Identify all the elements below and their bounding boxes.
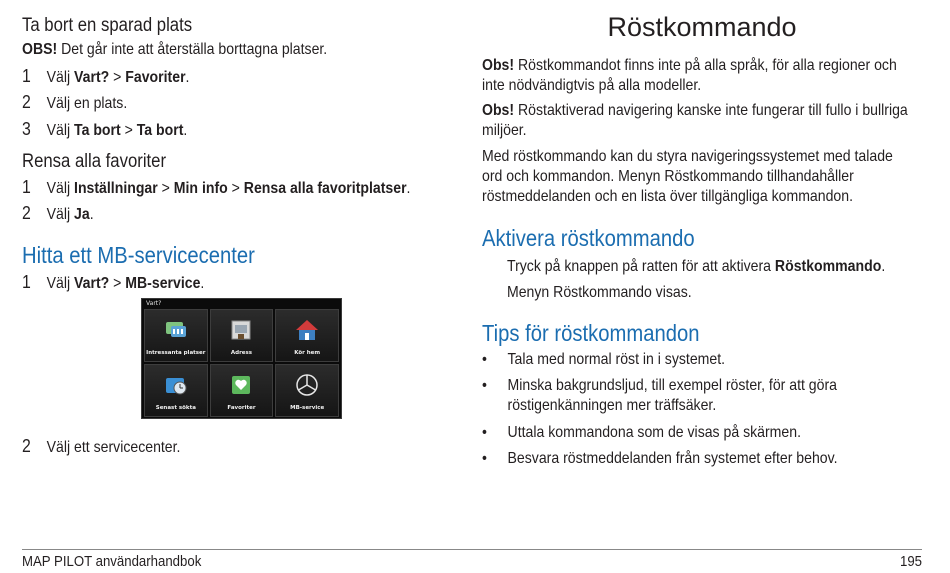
step-item — [22, 66, 189, 88]
note-label: Obs! — [482, 57, 515, 74]
intro-paragraph — [482, 147, 893, 207]
note-label: OBS! — [22, 41, 58, 58]
step-text: Välj — [46, 69, 75, 86]
step-separator: > — [120, 122, 137, 139]
step-separator: > — [109, 275, 126, 292]
tile-favorites — [210, 364, 274, 417]
home-icon — [294, 318, 320, 342]
menu-term: Ta bort — [136, 122, 184, 139]
note-label: Obs! — [482, 102, 515, 119]
tile-label: Senast sökta — [155, 405, 196, 411]
step-text: Välj — [46, 275, 75, 292]
footer-divider — [22, 549, 922, 550]
menu-term: Ja — [74, 206, 90, 223]
page-number: 195 — [899, 553, 922, 570]
bullet-text: Besvara röstmeddelanden från systemet efter behov. — [507, 450, 838, 467]
menu-term: MB-service — [125, 275, 201, 292]
paragraph-line: ord och kommandon. Menyn Röstkommando tillhandahåller — [482, 168, 854, 185]
tile-label: Kör hem — [294, 350, 321, 356]
page-title: Röstkommando — [607, 12, 797, 42]
bullet-item — [482, 449, 838, 469]
note-noise — [482, 101, 908, 141]
bullet-item — [482, 376, 837, 416]
step-text: . — [183, 122, 188, 139]
step-separator: > — [109, 69, 126, 86]
menu-term: Inställningar — [74, 180, 158, 197]
step-text: . — [89, 206, 94, 223]
step-item — [22, 119, 187, 141]
menu-term: Vart? — [74, 69, 110, 86]
bullet-marker: • — [482, 351, 487, 368]
step-text: Välj en plats. — [46, 95, 128, 112]
poi-icon — [163, 318, 189, 342]
screenshot-title: Vart? — [146, 300, 162, 307]
bullet-marker: • — [482, 450, 487, 467]
menu-term: Rensa alla favoritplatser — [243, 180, 407, 197]
tile-label: Favoriter — [227, 405, 256, 411]
bullet-item — [482, 350, 725, 370]
note-text: Röstaktiverad navigering kanske inte fungerar till fullo i bullriga — [514, 102, 908, 119]
step-number: 2 — [22, 436, 31, 456]
step-text: Välj — [46, 180, 75, 197]
step-number: 1 — [22, 177, 31, 197]
section-heading-voice-tips: Tips för röstkommandon — [482, 320, 700, 346]
menu-term: Vart? — [74, 275, 110, 292]
step-number: 1 — [22, 272, 31, 292]
menu-term: Ta bort — [74, 122, 121, 139]
footer-manual-title: MAP PILOT användarhandbok — [22, 553, 202, 570]
step-number: 3 — [22, 119, 31, 139]
step-item — [22, 436, 180, 458]
bullet-item — [482, 423, 801, 443]
bullet-text: Tala med normal röst in i systemet. — [507, 351, 726, 368]
section-heading-activate-voice: Aktivera röstkommando — [482, 225, 695, 251]
where-to-menu-screenshot — [141, 298, 342, 419]
address-icon — [228, 318, 254, 342]
bullet-text: Minska bakgrundsljud, till exempel röster, för att göra — [507, 377, 837, 394]
step-number: 2 — [22, 203, 31, 223]
step-text: . — [185, 69, 190, 86]
step-item — [22, 92, 127, 114]
paragraph-line: röstmeddelanden och en lista över tillgängliga kommandon. — [482, 188, 854, 205]
tile-mb-service — [275, 364, 339, 417]
step-number: 1 — [22, 66, 31, 86]
bullet-text: Uttala kommandona som de visas på skärmen. — [507, 424, 801, 441]
recent-icon — [163, 373, 189, 397]
note-languages — [482, 56, 897, 96]
menu-term: Favoriter — [125, 69, 186, 86]
section-heading-clear-favorites: Rensa alla favoriter — [22, 151, 167, 172]
step-item — [22, 177, 410, 199]
bullet-text: röstigenkänningen mer träffsäker. — [507, 397, 717, 414]
menu-term: Min info — [173, 180, 228, 197]
note-text: inte nödvändigtvis på alla modeller. — [482, 77, 702, 94]
activate-instruction — [507, 257, 885, 277]
tile-address — [210, 309, 274, 362]
section-heading-find-service-center: Hitta ett MB-servicecenter — [22, 242, 255, 268]
favorites-icon — [228, 373, 254, 397]
tile-label: Adress — [230, 350, 253, 356]
step-text: Välj — [46, 206, 75, 223]
step-separator: > — [227, 180, 244, 197]
instruction-text: Tryck på knappen på ratten för att aktivera — [507, 258, 775, 275]
note-text: Röstkommandot finns inte på alla språk, för alla regioner och — [514, 57, 897, 74]
tile-label: MB-service — [290, 405, 325, 411]
note-text: miljöer. — [482, 122, 527, 139]
step-separator: > — [157, 180, 174, 197]
bullet-marker: • — [482, 424, 487, 441]
mercedes-icon — [294, 373, 320, 397]
step-item — [22, 272, 204, 294]
bullet-marker: • — [482, 377, 487, 394]
step-item — [22, 203, 94, 225]
activate-result: Menyn Röstkommando visas. — [507, 284, 692, 301]
step-text: Välj — [46, 122, 75, 139]
note-irreversible — [22, 40, 327, 60]
tile-drive-home — [275, 309, 339, 362]
tile-points-of-interest — [144, 309, 208, 362]
note-text: Det går inte att återställa borttagna platser. — [57, 41, 328, 58]
instruction-text: . — [881, 258, 886, 275]
paragraph-line: Med röstkommando kan du styra navigeringssystemet med talade — [482, 148, 893, 165]
step-text: . — [406, 180, 411, 197]
step-text: . — [200, 275, 205, 292]
tile-recently-found — [144, 364, 208, 417]
step-text: Välj ett servicecenter. — [46, 439, 181, 456]
section-heading-remove-saved-place: Ta bort en sparad plats — [22, 15, 193, 36]
menu-term: Röstkommando — [774, 258, 882, 275]
step-number: 2 — [22, 92, 31, 112]
tile-label: Intressanta platser — [146, 350, 206, 356]
